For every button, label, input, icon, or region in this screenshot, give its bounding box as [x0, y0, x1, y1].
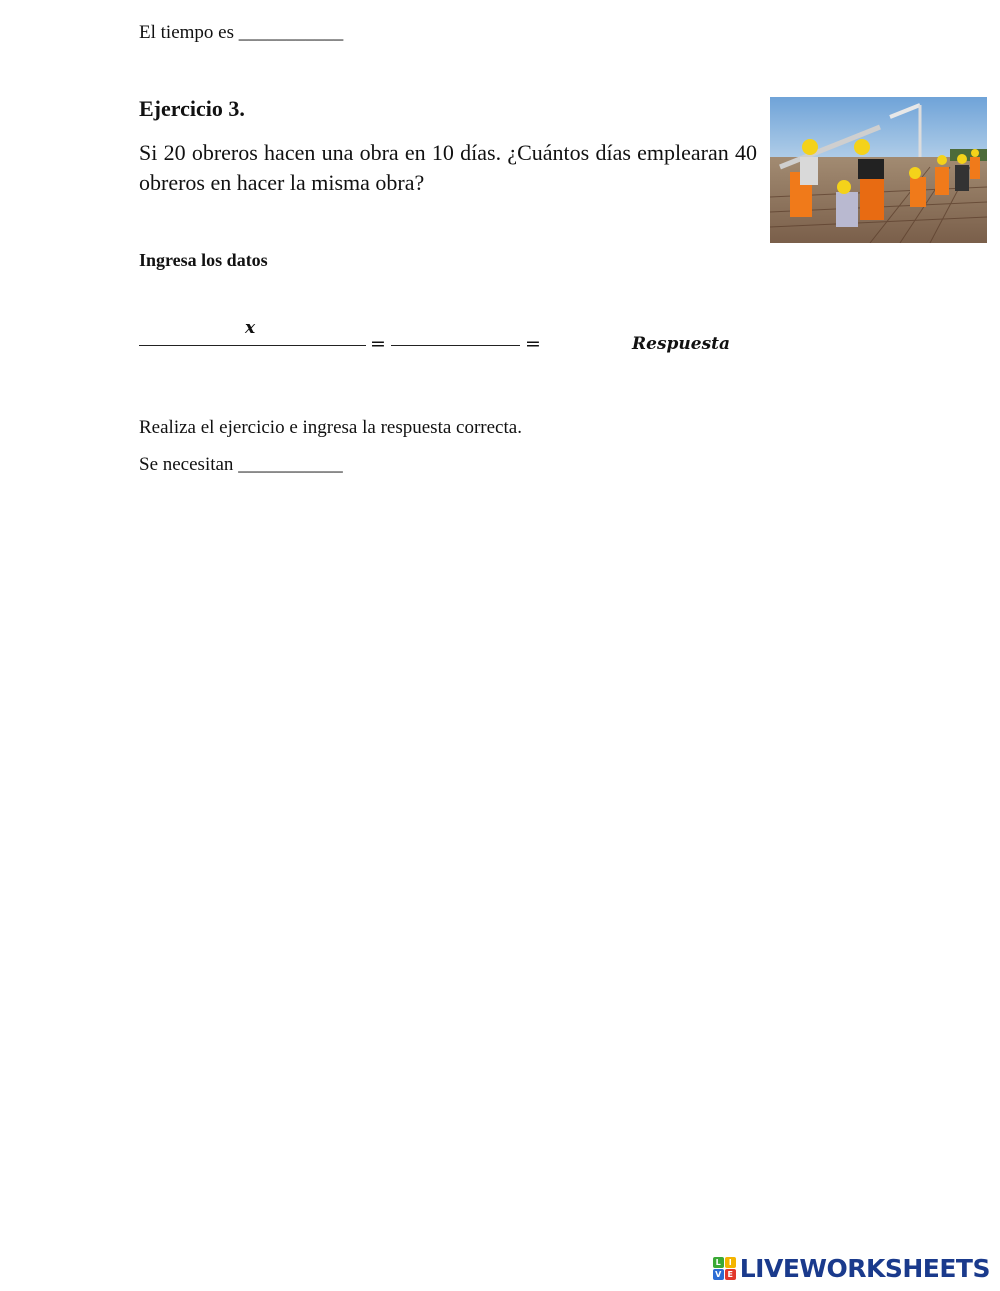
time-answer-blank[interactable]: ___________: [238, 22, 344, 43]
workers-answer-label: Se necesitan: [139, 454, 234, 475]
liveworksheets-logo-icon: [713, 1257, 736, 1280]
workers-answer-row: [139, 454, 343, 476]
equals-sign-1: =: [370, 333, 386, 355]
logo-letter-e: E: [725, 1269, 736, 1280]
logo-letter-v: V: [713, 1269, 724, 1280]
logo-letter-i: I: [725, 1257, 736, 1268]
problem-statement: Si 20 obreros hacen una obra en 10 días. ¿Cuántos días emplearan 40 obreros en hacer la misma obra?: [139, 140, 757, 195]
answer-label: Respuesta: [632, 334, 731, 354]
exercise-heading: Ejercicio 3.: [139, 96, 245, 121]
instructions-text: Realiza el ejercicio e ingresa la respuesta correcta.: [139, 417, 522, 438]
liveworksheets-wordmark: LIVEWORKSHEETS: [739, 1253, 990, 1283]
workers-answer-blank[interactable]: ___________: [238, 454, 343, 475]
data-input-line-2[interactable]: [391, 345, 520, 346]
variable-x: x: [245, 318, 256, 338]
logo-letter-l: L: [713, 1257, 724, 1268]
construction-workers-photo: [770, 97, 987, 243]
data-input-line-1[interactable]: [139, 345, 366, 346]
equals-sign-2: =: [525, 333, 541, 355]
liveworksheets-logo: [713, 1253, 990, 1283]
time-prompt: [139, 22, 343, 44]
time-prompt-label: El tiempo es: [139, 22, 234, 43]
data-entry-heading: Ingresa los datos: [139, 250, 268, 270]
